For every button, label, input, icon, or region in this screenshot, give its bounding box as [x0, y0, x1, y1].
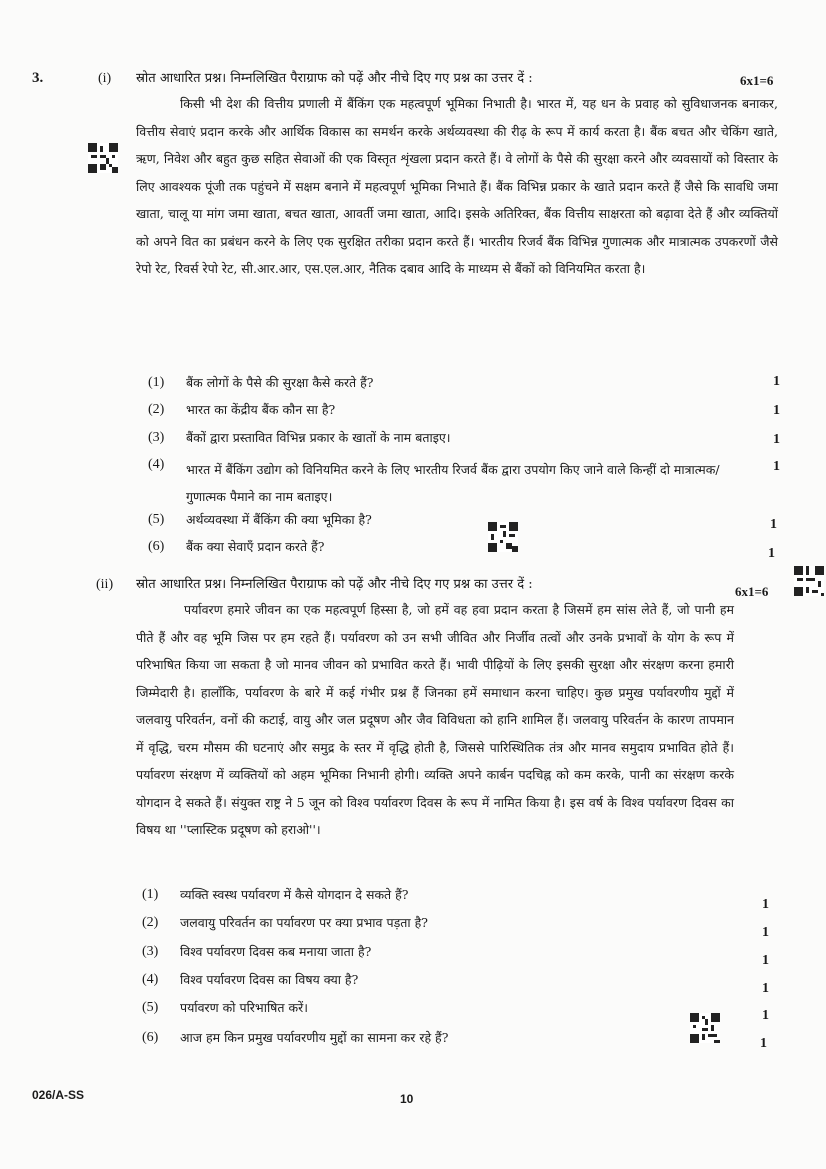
subquestion-mark: 1: [773, 459, 780, 474]
list-item: [148, 374, 748, 394]
question-number: 3.: [32, 70, 44, 86]
subquestion-mark: 1: [762, 1008, 769, 1023]
subquestion-mark: 1: [773, 432, 780, 447]
subquestion-number: (5): [142, 1000, 159, 1015]
subquestion-text: विश्व पर्यावरण दिवस का विषय क्या है?: [180, 972, 359, 987]
subquestion-mark: 1: [762, 897, 769, 912]
list-item: [148, 429, 748, 449]
subquestion-text: बैंकों द्वारा प्रस्तावित विभिन्न प्रकार के खातों के नाम बताइए।: [186, 430, 451, 445]
subquestion-text: भारत का केंद्रीय बैंक कौन सा है?: [186, 402, 336, 417]
subquestion-mark: 1: [770, 517, 777, 532]
subquestion-number: (4): [148, 457, 165, 472]
subquestion-text: भारत में बैंकिंग उद्योग को विनियमित करने के लिए भारतीय रिजर्व बैंक द्वारा उपयोग किए जाने वाले किन्हीं दो मात्रात्मक/गुणात्मक पैमाने का नाम बताइए।: [186, 462, 720, 504]
subquestion-mark: 1: [762, 981, 769, 996]
part-i-marks: 6x1=6: [740, 73, 774, 88]
list-item: [148, 456, 748, 502]
page-number: 10: [400, 1092, 414, 1106]
subquestion-number: (3): [142, 944, 159, 959]
subquestion-number: (1): [142, 887, 159, 902]
list-item: [142, 999, 742, 1019]
subquestion-text: व्यक्ति स्वस्थ पर्यावरण में कैसे योगदान दे सकते हैं?: [180, 887, 409, 902]
subquestion-mark: 1: [762, 925, 769, 940]
subquestion-number: (4): [142, 972, 159, 987]
list-item: [142, 914, 742, 934]
subquestion-text: बैंक क्या सेवाएँ प्रदान करते हैं?: [186, 539, 325, 554]
part-i-label: (i): [98, 71, 112, 86]
part-i-passage: [136, 90, 778, 283]
subquestion-number: (3): [148, 430, 165, 445]
subquestion-mark: 1: [773, 374, 780, 389]
subquestion-text: पर्यावरण को परिभाषित करें।: [180, 1000, 308, 1015]
subquestion-text: अर्थव्यवस्था में बैंकिंग की क्या भूमिका है?: [186, 512, 372, 527]
part-ii-passage-text: पर्यावरण हमारे जीवन का एक महत्वपूर्ण हिस्सा है, जो हमें वह हवा प्रदान करता है जिसमें हम सांस लेते हैं, जो पानी हम पीते हैं और वह भूमि जिस पर हम रहते हैं। पर्यावरण को उन सभी जीवित और निर्जीव तत्वों और उनके प्रभावों के योग के रूप में परिभाषित किया जा सकता है जो मानव जीवन को प्रभावित करते हैं। भावी पीढ़ियों के लिए इसकी सुरक्षा और संरक्षण करना हमारी जिम्मेदारी है। हालाँकि, पर्यावरण के बारे में कई गंभीर प्रश्न हैं जिनका हमें समाधान करना चाहिए। कुछ प्रमुख पर्यावरणीय मुद्दों में जलवायु परिवर्तन, वनों की कटाई, वायु और जल प्रदूषण और जैव विविधता को हानि शामिल हैं। जलवायु परिवर्तन के कारण तापमान में वृद्धि, चरम मौसम की घटनाएं और समुद्र के स्तर में वृद्धि होती है, जिससे पारिस्थितिक तंत्र और मानव समुदाय प्रभावित होते हैं। पर्यावरण संरक्षण में व्यक्तियों को अहम भूमिका निभानी होगी। व्यक्ति अपने कार्बन पदचिह्न को कम करके, पानी का संरक्षण करके योगदान दे सकते हैं। संयुक्त राष्ट्र ने 5 जून को विश्व पर्यावरण दिवस के रूप में नामित किया है। इस वर्ष के विश्व पर्यावरण दिवस का विषय था ''प्लास्टिक प्रदूषण को हराओ''।: [136, 602, 734, 837]
subquestion-text: बैंक लोगों के पैसे की सुरक्षा कैसे करते हैं?: [186, 375, 374, 390]
subquestion-number: (5): [148, 512, 165, 527]
list-item: [142, 1029, 702, 1049]
part-ii-passage: [136, 596, 734, 844]
subquestion-mark: 1: [762, 953, 769, 968]
subquestion-mark: 1: [768, 546, 775, 561]
list-item: [142, 943, 742, 963]
part-ii-marks: 6x1=6: [735, 584, 769, 599]
subquestion-number: (6): [142, 1030, 159, 1045]
subquestion-mark: 1: [773, 403, 780, 418]
qr-code-icon: [794, 566, 824, 596]
list-item: [148, 401, 748, 421]
part-ii-label: (ii): [96, 577, 114, 592]
list-item: [148, 511, 748, 531]
subquestion-text: जलवायु परिवर्तन का पर्यावरण पर क्या प्रभाव पड़ता है?: [180, 915, 428, 930]
subquestion-text: विश्व पर्यावरण दिवस कब मनाया जाता है?: [180, 944, 372, 959]
qr-code-icon: [88, 143, 118, 173]
subquestion-number: (1): [148, 375, 165, 390]
subquestion-number: (2): [142, 915, 159, 930]
subquestion-text: आज हम किन प्रमुख पर्यावरणीय मुद्दों का सामना कर रहे हैं?: [180, 1030, 449, 1045]
part-i-instruction: स्रोत आधारित प्रश्न। निम्नलिखित पैराग्राफ को पढ़ें और नीचे दिए गए प्रश्न का उत्तर दें :: [136, 71, 533, 86]
part-ii-instruction: स्रोत आधारित प्रश्न। निम्नलिखित पैराग्राफ को पढ़ें और नीचे दिए गए प्रश्न का उत्तर दें :: [136, 577, 533, 592]
subquestion-number: (2): [148, 402, 165, 417]
subquestion-number: (6): [148, 539, 165, 554]
list-item: [148, 538, 748, 558]
part-i-passage-text: किसी भी देश की वित्तीय प्रणाली में बैंकिंग एक महत्वपूर्ण भूमिका निभाती है। भारत में, यह धन के प्रवाह को सुविधाजनक बनाकर, वित्तीय सेवाएं प्रदान करके और आर्थिक विकास का समर्थन करके अर्थव्यवस्था की रीढ़ के रूप में कार्य करता है। बैंक बचत और चेकिंग खाते, ऋण, निवेश और बहुत कुछ सहित सेवाओं की एक विस्तृत शृंखला प्रदान करते हैं। वे लोगों के पैसे की सुरक्षा करने और व्यवसायों को विस्तार के लिए आवश्यक पूंजी तक पहुंचने में सक्षम बनाने में महत्वपूर्ण भूमिका निभाते हैं। बैंक विभिन्न प्रकार के खाते प्रदान करते हैं जैसे कि सावधि जमा खाता, चालू या मांग जमा खाता, बचत खाता, आवर्ती जमा खाता, आदि। इसके अतिरिक्त, बैंक वित्तीय साक्षरता को बढ़ावा देते हैं और व्यक्तियों को अपने वित का प्रबंधन करने के लिए एक सुरक्षित तरीका प्रदान करते हैं। भारतीय रिजर्व बैंक विभिन्न गुणात्मक और मात्रात्मक उपकरणों जैसे रेपो रेट, रिवर्स रेपो रेट, सी.आर.आर, एस.एल.आर, नैतिक दबाव आदि के माध्यम से बैंकों को विनियमित करता है।: [136, 96, 778, 276]
subquestion-mark: 1: [760, 1036, 767, 1051]
list-item: [142, 886, 742, 906]
list-item: [142, 971, 742, 991]
paper-code: 026/A-SS: [32, 1088, 85, 1102]
